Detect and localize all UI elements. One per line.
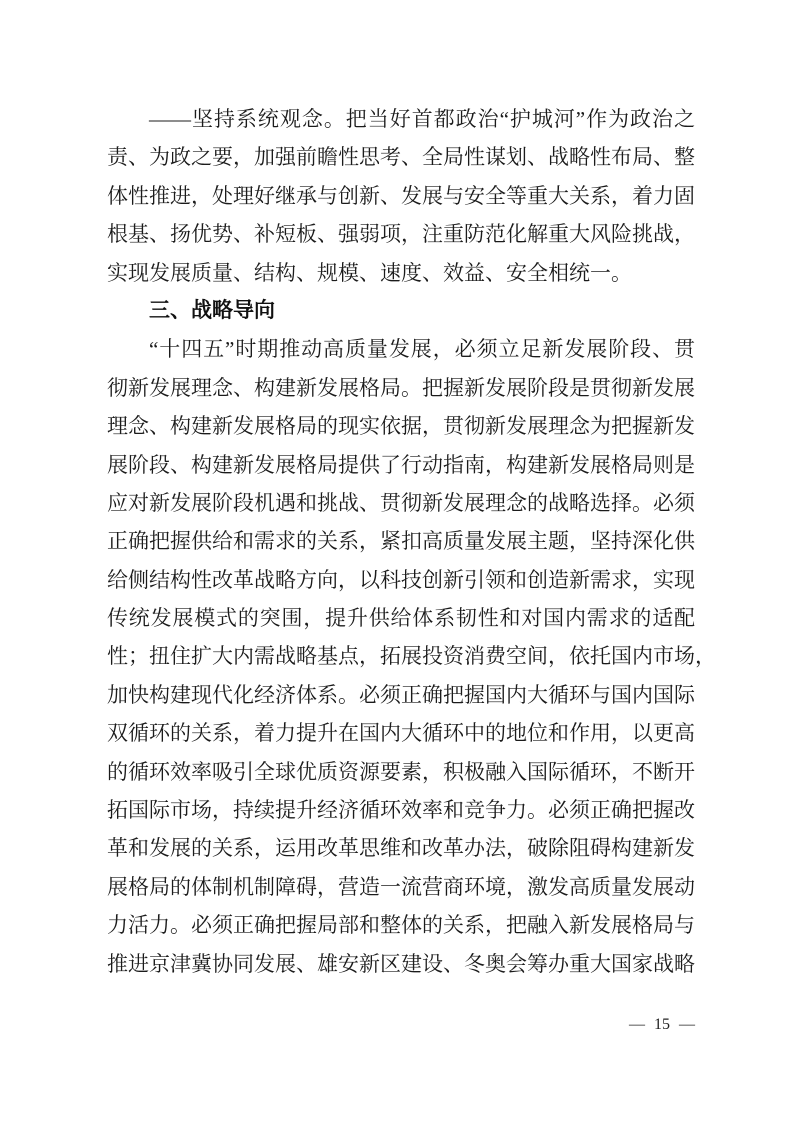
text-line: 理念、构建新发展格局的现实依据，贯彻新发展理念为把握新发 — [107, 414, 695, 439]
page-number: 15 — [654, 1016, 670, 1033]
page-content — [107, 100, 716, 983]
footer-right-dash: — — [679, 1016, 695, 1033]
paragraph-strategic-orientation — [107, 330, 716, 983]
text-line: 彻新发展理念、构建新发展格局。把握新发展阶段是贯彻新发展 — [107, 375, 695, 400]
text-line: 展格局的体制机制障碍，营造一流营商环境，激发高质量发展动 — [107, 874, 695, 899]
text-line: 性；扭住扩大内需战略基点，拓展投资消费空间，依托国内市场， — [107, 644, 716, 669]
text-line: 双循环的关系，着力提升在国内大循环中的地位和作用，以更高 — [107, 721, 695, 746]
page-footer — [629, 1013, 695, 1037]
text-line: 责、为政之要，加强前瞻性思考、全局性谋划、战略性布局、整 — [107, 145, 695, 170]
text-line: 力活力。必须正确把握局部和整体的关系，把融入新发展格局与 — [107, 913, 695, 938]
text-line: 给侧结构性改革战略方向，以科技创新引领和创造新需求，实现 — [107, 567, 695, 592]
text-line: 体性推进，处理好继承与创新、发展与安全等重大关系，着力固 — [107, 183, 695, 208]
text-line: 拓国际市场，持续提升经济循环效率和竞争力。必须正确把握改 — [107, 798, 695, 823]
text-line: 传统发展模式的突围，提升供给体系韧性和对国内需求的适配 — [107, 606, 695, 631]
paragraph-system-concept — [107, 100, 695, 292]
text-line: 根基、扬优势、补短板、强弱项，注重防范化解重大风险挑战， — [107, 222, 695, 247]
section-heading: 三、战略导向 — [149, 298, 275, 322]
text-line: ——坚持系统观念。把当好首都政治“护城河”作为政治之 — [149, 107, 695, 131]
text-line: 正确把握供给和需求的关系，紧扣高质量发展主题，坚持深化供 — [107, 529, 695, 554]
text-line: 应对新发展阶段机遇和挑战、贯彻新发展理念的战略选择。必须 — [107, 490, 695, 515]
footer-left-dash: — — [629, 1016, 645, 1033]
text-line: 实现发展质量、结构、规模、速度、效益、安全相统一。 — [107, 260, 632, 285]
text-line: 加快构建现代化经济体系。必须正确把握国内大循环与国内国际 — [107, 682, 695, 707]
text-line: 推进京津冀协同发展、雄安新区建设、冬奥会筹办重大国家战略 — [107, 951, 695, 976]
text-line: 的循环效率吸引全球优质资源要素，积极融入国际循环，不断开 — [107, 759, 695, 784]
text-line: 革和发展的关系，运用改革思维和改革办法，破除阻碍构建新发 — [107, 836, 695, 861]
text-line: “十四五”时期推动高质量发展，必须立足新发展阶段、贯 — [149, 337, 695, 362]
text-line: 展阶段、构建新发展格局提供了行动指南，构建新发展格局则是 — [107, 452, 695, 477]
